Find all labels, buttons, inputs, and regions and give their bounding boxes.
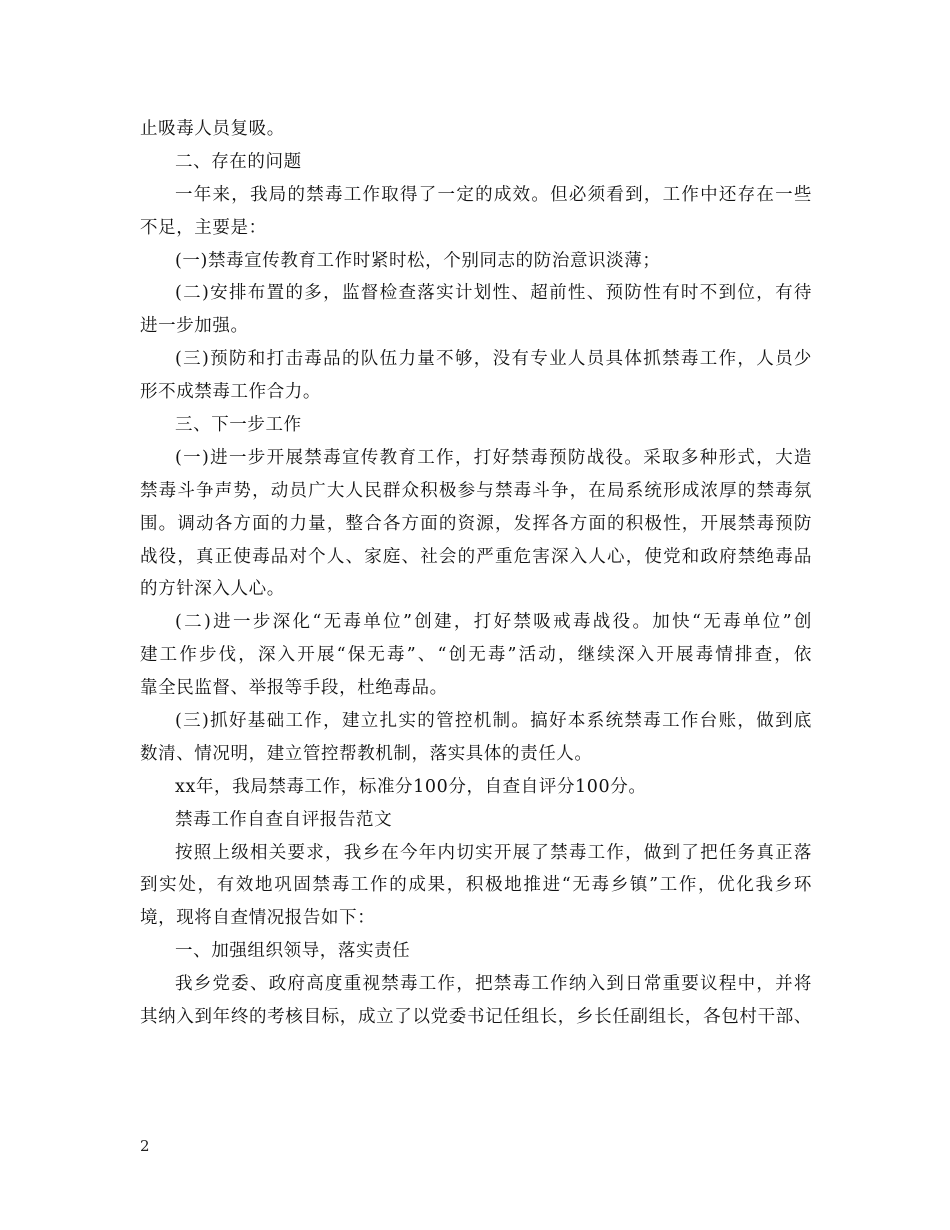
text-line: 形不成禁毒工作合力。 [140, 382, 321, 403]
text-line: 战役，真正使毒品对个人、家庭、社会的严重危害深入人心，使党和政府禁绝毒品 [140, 546, 812, 567]
text-line: 进一步加强。 [140, 316, 249, 337]
text-line: 建工作步伐，深入开展“保无毒”、“创无毒”活动，继续深入开展毒情排查，依 [140, 645, 812, 666]
text-line: (三)抓好基础工作，建立扎实的管控机制。搞好本系统禁毒工作台账，做到底 [175, 711, 812, 732]
text-line: 不足，主要是： [140, 217, 267, 238]
text-line: (一)进一步开展禁毒宣传教育工作，打好禁毒预防战役。采取多种形式，大造 [175, 447, 812, 468]
text-line: (二)安排布置的多，监督检查落实计划性、超前性、预防性有时不到位，有待 [175, 283, 812, 304]
page-number: 2 [140, 1137, 150, 1155]
text-line: 围。调动各方面的力量，整合各方面的资源，发挥各方面的积极性，开展禁毒预防 [140, 513, 812, 534]
text-line: 二、存在的问题 [175, 151, 302, 172]
document-body [140, 113, 812, 1034]
text-line: 一、加强组织领导，落实责任 [175, 941, 411, 962]
text-line: (三)预防和打击毒品的队伍力量不够，没有专业人员具体抓禁毒工作，人员少 [175, 349, 812, 370]
text-line: 数清、情况明，建立管控帮教机制，落实具体的责任人。 [140, 743, 593, 764]
text-line: 的方针深入人心。 [140, 579, 285, 600]
text-line: 一年来，我局的禁毒工作取得了一定的成效。但必须看到，工作中还存在一些 [175, 184, 812, 205]
text-line: (二)进一步深化“无毒单位”创建，打好禁吸戒毒战役。加快“无毒单位”创 [175, 612, 812, 633]
text-line: (一)禁毒宣传教育工作时紧时松，个别同志的防治意识淡薄； [175, 250, 661, 271]
text-line: 止吸毒人员复吸。 [140, 119, 285, 139]
text-line: 到实处，有效地巩固禁毒工作的成果，积极地推进“无毒乡镇”工作，优化我乡环 [140, 875, 812, 896]
text-line: 三、下一步工作 [175, 415, 302, 436]
text-line: xx年，我局禁毒工作，标准分100分，自查自评分100分。 [175, 776, 647, 797]
text-line: 禁毒斗争声势，动员广大人民群众积极参与禁毒斗争，在局系统形成浓厚的禁毒氛 [140, 480, 812, 501]
text-line: 靠全民监督、举报等手段，杜绝毒品。 [140, 678, 448, 699]
text-line: 我乡党委、政府高度重视禁毒工作，把禁毒工作纳入到日常重要议程中，并将 [175, 974, 812, 995]
text-line: 按照上级相关要求，我乡在今年内切实开展了禁毒工作，做到了把任务真正落 [175, 842, 812, 863]
text-line: 禁毒工作自查自评报告范文 [175, 809, 393, 830]
text-line: 境，现将自查情况报告如下： [140, 908, 376, 929]
text-line: 其纳入到年终的考核目标，成立了以党委书记任组长，乡长任副组长，各包村干部、 [140, 1007, 812, 1028]
